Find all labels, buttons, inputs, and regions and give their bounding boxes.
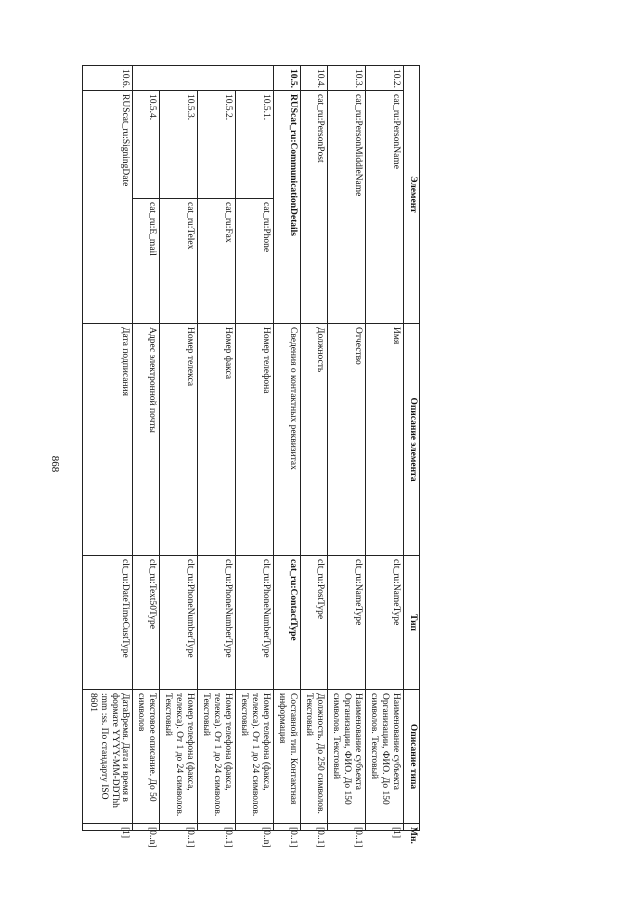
indent-cell	[160, 66, 198, 91]
indent-cell	[236, 66, 274, 91]
type-name: clt_ru:NameType	[366, 556, 404, 690]
table-row	[328, 66, 366, 831]
element-name: cat_ru:Phone	[236, 199, 274, 324]
element-name: cat_ru:PersonMiddleName	[328, 91, 366, 324]
row-number: 10.5.4.	[133, 91, 160, 199]
element-desc: Должность	[301, 324, 328, 556]
row-number: 10.5.3.	[160, 91, 198, 199]
element-desc: Дата подписания	[83, 324, 133, 556]
element-desc: Отчество	[328, 324, 366, 556]
type-desc: Наименование субъекта Организации, ФИО. До 150 символов. Текстовый	[366, 690, 404, 824]
type-desc: Должность. До 250 символов. Текстовый	[301, 690, 328, 824]
row-number: 10.4.	[301, 66, 328, 91]
type-name: clt_ru:NameType	[328, 556, 366, 690]
page-number: 868	[49, 455, 61, 473]
type-desc: Наименование субъекта Организации, ФИО. До 150 символов. Текстовый	[328, 690, 366, 824]
type-desc: Текстовое описание. До 50 символов	[133, 690, 160, 824]
type-desc: ДатаВремя. Дата и время в формате YYYY-MM-DDThh :mm :ss. По стандарту ISO 8601	[83, 690, 133, 824]
element-desc: Номер факса	[198, 324, 236, 556]
type-name: clt_ru:PhoneNumberType	[198, 556, 236, 690]
type-name: cat_ru:ContactType	[274, 556, 301, 690]
indent-cell	[198, 66, 236, 91]
multiplicity: [0..n]	[133, 824, 160, 831]
multiplicity: [1]	[366, 824, 404, 831]
element-desc: Имя	[366, 324, 404, 556]
table-row	[366, 66, 404, 831]
header-mult: Мн.	[404, 824, 420, 831]
table-row	[274, 66, 301, 831]
spec-table	[82, 65, 420, 848]
element-desc: Номер телефона	[236, 324, 274, 556]
element-name: cat_ru:E_mail	[133, 199, 160, 324]
multiplicity: [0..1]	[301, 824, 328, 831]
type-name: clt_ru:PhoneNumberType	[236, 556, 274, 690]
element-desc: Адрес электронной почты	[133, 324, 160, 556]
element-desc: Сведения о контактных реквизитах	[274, 324, 301, 556]
element-desc: Номер телекса	[160, 324, 198, 556]
multiplicity: [0..1]	[328, 824, 366, 831]
type-desc: Номер телефона (факса, телекса). От 1 до 24 символов. Текстовый	[236, 690, 274, 824]
type-name: clt_ru:Text50Type	[133, 556, 160, 690]
row-number: 10.5.1.	[236, 91, 274, 199]
row-number: 10.5.2.	[198, 91, 236, 199]
element-name: RUScat_ru:SigningDate	[83, 91, 133, 324]
element-name: cat_ru:PersonPost	[301, 91, 328, 324]
type-desc: Составной тип. Контактная информация	[274, 690, 301, 824]
table-row	[83, 66, 133, 831]
row-number: 10.5.	[274, 66, 301, 91]
table-row	[160, 66, 198, 831]
table-row	[236, 66, 274, 831]
type-name: clt_ru:PostType	[301, 556, 328, 690]
header-type: Тип	[404, 556, 420, 690]
element-name: cat_ru:PersonName	[366, 91, 404, 324]
row-number: 10.2.	[366, 66, 404, 91]
type-name: clt_ru:PhoneNumberType	[160, 556, 198, 690]
header-element-desc: Описание элемента	[404, 324, 420, 556]
type-desc: Номер телефона (факса, телекса). От 1 до 24 символов. Текстовый	[160, 690, 198, 824]
type-desc: Номер телефона (факса, телекса). От 1 до 24 символов. Текстовый	[198, 690, 236, 824]
rotated-table-container	[87, 65, 420, 848]
table-row	[198, 66, 236, 831]
table-row	[301, 66, 328, 831]
multiplicity: [0..1]	[274, 824, 301, 831]
type-name: clt_ru:DateTimeCustType	[83, 556, 133, 690]
rotated-page-area	[87, 65, 420, 848]
header-element: Элемент	[404, 66, 420, 324]
indent-cell	[133, 66, 160, 91]
row-number: 10.3.	[328, 66, 366, 91]
element-name: cat_ru:Fax	[198, 199, 236, 324]
multiplicity: [1]	[83, 824, 133, 831]
multiplicity: [0..n]	[236, 824, 274, 831]
header-row	[404, 66, 420, 831]
header-type-desc: Описание типа	[404, 690, 420, 824]
table-row	[133, 66, 160, 831]
multiplicity: [0..1]	[198, 824, 236, 831]
element-name: cat_ru:Telex	[160, 199, 198, 324]
row-number: 10.6.	[83, 66, 133, 91]
element-name: RUScat_ru:CommunicationDetails	[274, 91, 301, 324]
multiplicity: [0..1]	[160, 824, 198, 831]
